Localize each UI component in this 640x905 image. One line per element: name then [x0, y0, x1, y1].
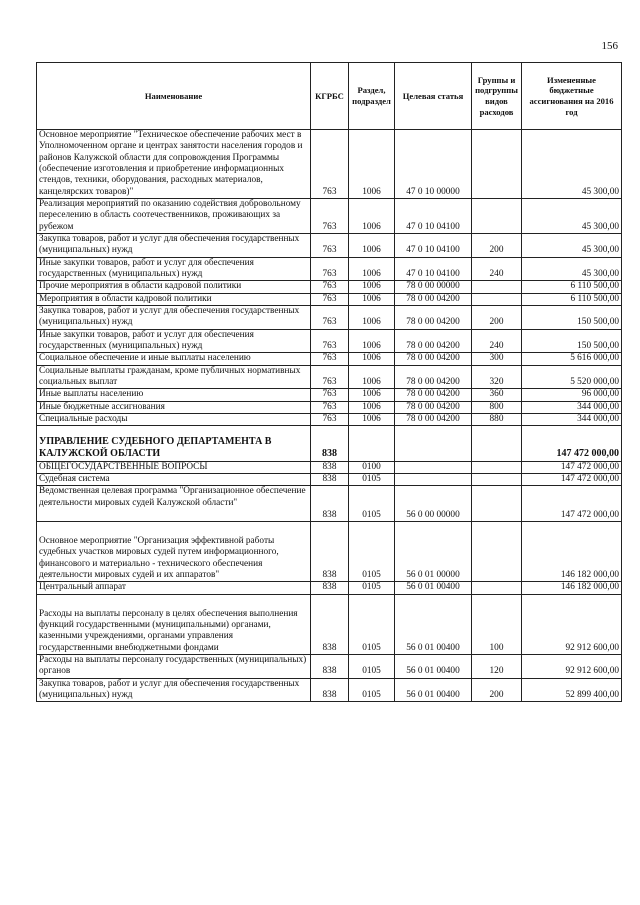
row-group: 100 — [472, 594, 522, 654]
row-amount: 147 472 000,00 — [522, 486, 622, 522]
row-amount: 45 300,00 — [522, 257, 622, 281]
row-section: 1006 — [349, 281, 395, 293]
row-section: 1006 — [349, 401, 395, 413]
row-section: 1006 — [349, 353, 395, 365]
row-kgrbs: 763 — [311, 329, 349, 353]
page-number: 156 — [601, 40, 618, 52]
row-section: 1006 — [349, 198, 395, 233]
table-row — [37, 486, 622, 522]
budget-table — [36, 62, 622, 702]
table-row — [37, 413, 622, 425]
table-row — [37, 401, 622, 413]
row-target: 78 0 00 04200 — [395, 401, 472, 413]
row-name: Основное мероприятие "Организация эффективной работы судебных участков мировых судей путем информационного, финансового и материально - технического обеспечения деятельности мировых судей и их аппаратов" — [37, 521, 311, 581]
row-target: 78 0 00 04200 — [395, 329, 472, 353]
row-group: 240 — [472, 329, 522, 353]
row-kgrbs: 763 — [311, 305, 349, 329]
header-name: Наименование — [37, 63, 311, 130]
table-row — [37, 582, 622, 594]
row-section: 1006 — [349, 233, 395, 257]
table-row — [37, 130, 622, 199]
row-group: 120 — [472, 654, 522, 678]
row-amount: 92 912 600,00 — [522, 594, 622, 654]
header-amount: Измененные бюджетные ассигнования на 2016 год — [522, 63, 622, 130]
row-name: Центральный аппарат — [37, 582, 311, 594]
row-name: Закупка товаров, работ и услуг для обеспечения государственных (муниципальных) нужд — [37, 678, 311, 702]
row-target: 78 0 00 04200 — [395, 293, 472, 305]
row-group: 300 — [472, 353, 522, 365]
row-amount: 150 500,00 — [522, 329, 622, 353]
row-name: Судебная система — [37, 473, 311, 485]
row-section: 1006 — [349, 389, 395, 401]
table-row — [37, 233, 622, 257]
row-target — [395, 426, 472, 461]
row-kgrbs: 838 — [311, 582, 349, 594]
table-row — [37, 678, 622, 702]
header-groups: Группы и подгруппы видов расходов — [472, 63, 522, 130]
row-kgrbs: 763 — [311, 281, 349, 293]
row-amount: 150 500,00 — [522, 305, 622, 329]
table-row — [37, 198, 622, 233]
table-row — [37, 365, 622, 389]
row-name: Основное мероприятие "Техническое обеспечение рабочих мест в Уполномоченном органе и центрах занятости населения городов и районов Калужской области для сопровождения Программы (обеспечение изготовления и приобретение информационных стендов, техники, оборудования, расходных материалов, канцелярских товаров)" — [37, 130, 311, 199]
row-group — [472, 473, 522, 485]
table-row — [37, 281, 622, 293]
row-group — [472, 293, 522, 305]
row-section: 0105 — [349, 594, 395, 654]
table-row — [37, 353, 622, 365]
row-kgrbs: 763 — [311, 413, 349, 425]
row-group: 880 — [472, 413, 522, 425]
row-amount: 96 000,00 — [522, 389, 622, 401]
row-group — [472, 426, 522, 461]
row-target — [395, 473, 472, 485]
row-name: Закупка товаров, работ и услуг для обеспечения государственных (муниципальных) нужд — [37, 233, 311, 257]
row-name: УПРАВЛЕНИЕ СУДЕБНОГО ДЕПАРТАМЕНТА В КАЛУЖСКОЙ ОБЛАСТИ — [37, 426, 311, 461]
row-amount: 147 472 000,00 — [522, 461, 622, 473]
row-name: Иные бюджетные ассигнования — [37, 401, 311, 413]
row-section: 0100 — [349, 461, 395, 473]
table-row — [37, 305, 622, 329]
row-name: Иные закупки товаров, работ и услуг для обеспечения государственных (муниципальных) нужд — [37, 329, 311, 353]
table-header-row — [37, 63, 622, 130]
row-amount: 344 000,00 — [522, 401, 622, 413]
row-kgrbs: 838 — [311, 521, 349, 581]
table-row — [37, 473, 622, 485]
row-group — [472, 281, 522, 293]
row-section: 0105 — [349, 654, 395, 678]
row-name: ОБЩЕГОСУДАРСТВЕННЫЕ ВОПРОСЫ — [37, 461, 311, 473]
row-amount: 146 182 000,00 — [522, 521, 622, 581]
row-kgrbs: 763 — [311, 257, 349, 281]
row-amount: 5 520 000,00 — [522, 365, 622, 389]
row-group: 320 — [472, 365, 522, 389]
row-target: 78 0 00 00000 — [395, 281, 472, 293]
row-group: 360 — [472, 389, 522, 401]
row-name: Прочие мероприятия в области кадровой политики — [37, 281, 311, 293]
row-name: Расходы на выплаты персоналу государственных (муниципальных) органов — [37, 654, 311, 678]
header-kgrbs: КГРБС — [311, 63, 349, 130]
row-amount: 45 300,00 — [522, 233, 622, 257]
row-kgrbs: 763 — [311, 353, 349, 365]
row-section — [349, 426, 395, 461]
row-section: 0105 — [349, 521, 395, 581]
table-row-department — [37, 426, 622, 461]
table-row — [37, 521, 622, 581]
row-amount: 45 300,00 — [522, 130, 622, 199]
table-row — [37, 461, 622, 473]
row-section: 1006 — [349, 305, 395, 329]
header-section: Раздел, подраздел — [349, 63, 395, 130]
row-amount: 344 000,00 — [522, 413, 622, 425]
row-section: 1006 — [349, 365, 395, 389]
row-group: 800 — [472, 401, 522, 413]
row-target: 56 0 01 00400 — [395, 678, 472, 702]
row-target — [395, 461, 472, 473]
row-section: 1006 — [349, 329, 395, 353]
row-target: 56 0 01 00400 — [395, 654, 472, 678]
row-group — [472, 198, 522, 233]
table-row — [37, 594, 622, 654]
row-amount: 52 899 400,00 — [522, 678, 622, 702]
header-target: Целевая статья — [395, 63, 472, 130]
row-amount: 6 110 500,00 — [522, 281, 622, 293]
row-amount: 5 616 000,00 — [522, 353, 622, 365]
row-group — [472, 486, 522, 522]
row-target: 56 0 01 00000 — [395, 521, 472, 581]
row-kgrbs: 763 — [311, 389, 349, 401]
row-group — [472, 521, 522, 581]
row-group: 240 — [472, 257, 522, 281]
row-amount: 146 182 000,00 — [522, 582, 622, 594]
row-target: 47 0 10 00000 — [395, 130, 472, 199]
row-section: 1006 — [349, 257, 395, 281]
table-row — [37, 293, 622, 305]
row-group — [472, 130, 522, 199]
row-group: 200 — [472, 233, 522, 257]
row-target: 47 0 10 04100 — [395, 257, 472, 281]
row-kgrbs: 838 — [311, 678, 349, 702]
row-section: 1006 — [349, 293, 395, 305]
row-group — [472, 582, 522, 594]
row-section: 1006 — [349, 413, 395, 425]
row-section: 0105 — [349, 473, 395, 485]
row-target: 78 0 00 04200 — [395, 365, 472, 389]
row-kgrbs: 763 — [311, 130, 349, 199]
row-kgrbs: 838 — [311, 473, 349, 485]
table-row — [37, 329, 622, 353]
row-group — [472, 461, 522, 473]
row-target: 78 0 00 04200 — [395, 305, 472, 329]
row-kgrbs: 838 — [311, 426, 349, 461]
table-row — [37, 389, 622, 401]
table-row — [37, 654, 622, 678]
row-amount: 45 300,00 — [522, 198, 622, 233]
row-kgrbs: 763 — [311, 198, 349, 233]
row-target: 78 0 00 04200 — [395, 413, 472, 425]
row-kgrbs: 838 — [311, 654, 349, 678]
table-row — [37, 257, 622, 281]
row-kgrbs: 838 — [311, 486, 349, 522]
row-amount: 147 472 000,00 — [522, 473, 622, 485]
row-section: 0105 — [349, 678, 395, 702]
row-amount: 92 912 600,00 — [522, 654, 622, 678]
row-name: Закупка товаров, работ и услуг для обеспечения государственных (муниципальных) нужд — [37, 305, 311, 329]
row-target: 56 0 01 00400 — [395, 594, 472, 654]
row-kgrbs: 838 — [311, 461, 349, 473]
row-name: Иные закупки товаров, работ и услуг для обеспечения государственных (муниципальных) нужд — [37, 257, 311, 281]
row-name: Социальные выплаты гражданам, кроме публичных нормативных социальных выплат — [37, 365, 311, 389]
row-kgrbs: 763 — [311, 293, 349, 305]
row-target: 56 0 01 00400 — [395, 582, 472, 594]
row-kgrbs: 763 — [311, 233, 349, 257]
row-target: 56 0 00 00000 — [395, 486, 472, 522]
row-name: Расходы на выплаты персоналу в целях обеспечения выполнения функций государственными (муниципальными) органами, казенными учреждениями, органами управления государственными внебюджетными фондами — [37, 594, 311, 654]
row-name: Ведомственная целевая программа "Организационное обеспечение деятельности мировых судей Калужской области" — [37, 486, 311, 522]
row-name: Реализация мероприятий по оказанию содействия добровольному переселению в область соотечественников, проживающих за рубежом — [37, 198, 311, 233]
row-name: Мероприятия в области кадровой политики — [37, 293, 311, 305]
row-kgrbs: 838 — [311, 594, 349, 654]
table-body — [37, 130, 622, 702]
row-target: 47 0 10 04100 — [395, 233, 472, 257]
row-kgrbs: 763 — [311, 365, 349, 389]
row-name: Социальное обеспечение и иные выплаты населению — [37, 353, 311, 365]
row-section: 0105 — [349, 486, 395, 522]
row-group: 200 — [472, 678, 522, 702]
row-group: 200 — [472, 305, 522, 329]
row-name: Специальные расходы — [37, 413, 311, 425]
row-target: 78 0 00 04200 — [395, 353, 472, 365]
row-section: 1006 — [349, 130, 395, 199]
row-kgrbs: 763 — [311, 401, 349, 413]
row-name: Иные выплаты населению — [37, 389, 311, 401]
row-amount: 147 472 000,00 — [522, 426, 622, 461]
row-target: 78 0 00 04200 — [395, 389, 472, 401]
row-target: 47 0 10 04100 — [395, 198, 472, 233]
row-amount: 6 110 500,00 — [522, 293, 622, 305]
row-section: 0105 — [349, 582, 395, 594]
